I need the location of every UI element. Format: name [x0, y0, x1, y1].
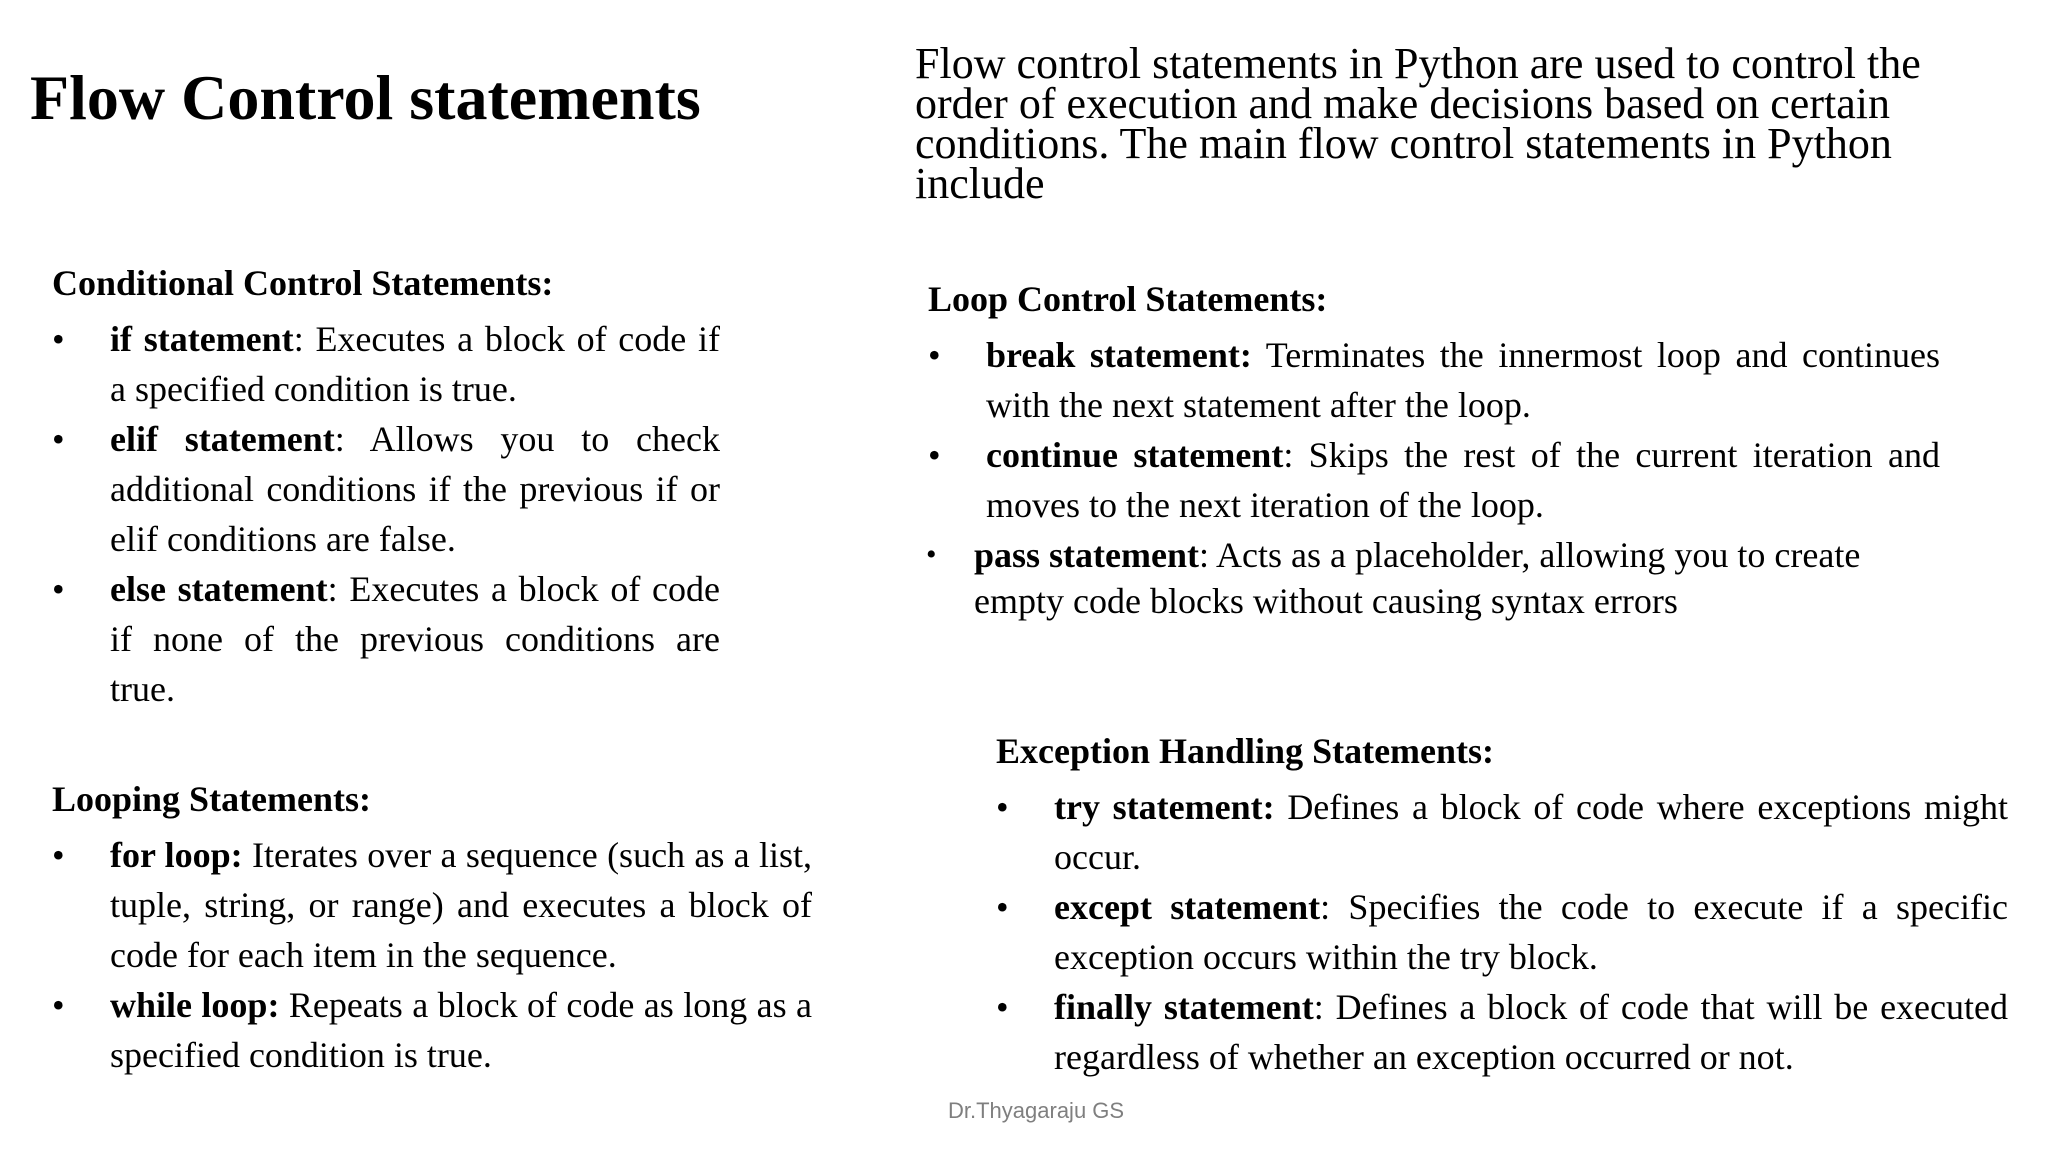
list-item: [52, 314, 720, 414]
item-term: if statement: [110, 319, 294, 359]
looping-statements-section: [52, 774, 812, 1080]
item-text: Executes a block of code if none of the previous conditions are true.: [110, 569, 720, 709]
item-text: Repeats a block of code as long as a specified condition is true.: [110, 985, 812, 1075]
item-separator: :: [334, 419, 345, 459]
list-item: [52, 414, 720, 564]
conditional-statements-section: [52, 258, 720, 714]
item-separator: :: [1320, 887, 1331, 927]
item-term: while loop:: [110, 985, 280, 1025]
exception-handling-statements-section: [996, 726, 2008, 1082]
bullet-list: [52, 314, 720, 714]
bullet-icon: •: [996, 887, 1009, 927]
list-item: [996, 882, 2008, 982]
list-item: [52, 564, 720, 714]
item-text: Defines a block of code that will be executed regardless of whether an exception occurred or not.: [1054, 987, 2008, 1077]
bullet-list: [928, 330, 1940, 530]
bullet-icon: •: [928, 335, 941, 375]
section-heading: Exception Handling Statements:: [996, 731, 1495, 771]
footer-author: Dr.Thyagaraju GS: [948, 1098, 1125, 1123]
item-term: try statement:: [1054, 787, 1275, 827]
item-text: Acts as a placeholder, allowing you to create empty code blocks without causing syntax errors: [974, 535, 1861, 621]
bullet-icon: •: [52, 985, 65, 1025]
item-term: else statement: [110, 569, 328, 609]
item-text: Allows you to check additional conditions if the previous if or elif conditions are false.: [110, 419, 720, 559]
item-term: elif statement: [110, 419, 335, 459]
item-text: Specifies the code to execute if a specific exception occurs within the try block.: [1054, 887, 2008, 977]
item-text: Defines a block of code where exceptions might occur.: [1054, 787, 2008, 877]
item-term: break statement:: [986, 335, 1252, 375]
item-separator: :: [1313, 987, 1324, 1027]
item-text: Skips the rest of the current iteration and moves to the next iteration of the loop.: [986, 435, 1941, 525]
item-term: finally statement: [1054, 987, 1314, 1027]
slide-title: Flow Control statements: [30, 62, 701, 133]
bullet-icon: •: [52, 319, 65, 359]
item-text: Terminates the innermost loop and continues with the next statement after the loop.: [986, 335, 1940, 425]
list-item-pass-statement: [926, 532, 1940, 624]
item-text: Iterates over a sequence (such as a list, tuple, string, or range) and executes a block of code for each item in the sequence.: [110, 835, 812, 975]
list-item: [996, 982, 2008, 1082]
item-term: pass statement: [974, 535, 1199, 575]
bullet-icon: •: [996, 787, 1009, 827]
loop-control-statements-section: [928, 274, 1940, 624]
list-item: [928, 330, 1940, 430]
list-item: [928, 430, 1940, 530]
item-separator: :: [1198, 535, 1209, 575]
intro-paragraph: Flow control statements in Python are used to control the order of execution and make decisions based on certain conditions. The main flow control statements in Python include: [915, 39, 1921, 208]
bullet-icon: •: [926, 538, 937, 571]
section-heading: Looping Statements:: [52, 779, 372, 819]
item-term: continue statement: [986, 435, 1284, 475]
bullet-list: [52, 830, 812, 1080]
bullet-icon: •: [996, 987, 1009, 1027]
bullet-icon: •: [52, 569, 65, 609]
item-term: except statement: [1054, 887, 1321, 927]
list-item: [996, 782, 2008, 882]
section-heading: Loop Control Statements:: [928, 279, 1328, 319]
list-item: [52, 830, 812, 980]
list-item: [52, 980, 812, 1080]
item-term: for loop:: [110, 835, 243, 875]
bullet-icon: •: [928, 435, 941, 475]
item-separator: :: [1283, 435, 1294, 475]
section-heading: Conditional Control Statements:: [52, 263, 554, 303]
bullet-list: [996, 782, 2008, 1082]
item-separator: :: [327, 569, 338, 609]
bullet-icon: •: [52, 835, 65, 875]
item-separator: :: [293, 319, 304, 359]
bullet-icon: •: [52, 419, 65, 459]
item-text: Executes a block of code if a specified condition is true.: [110, 319, 720, 409]
